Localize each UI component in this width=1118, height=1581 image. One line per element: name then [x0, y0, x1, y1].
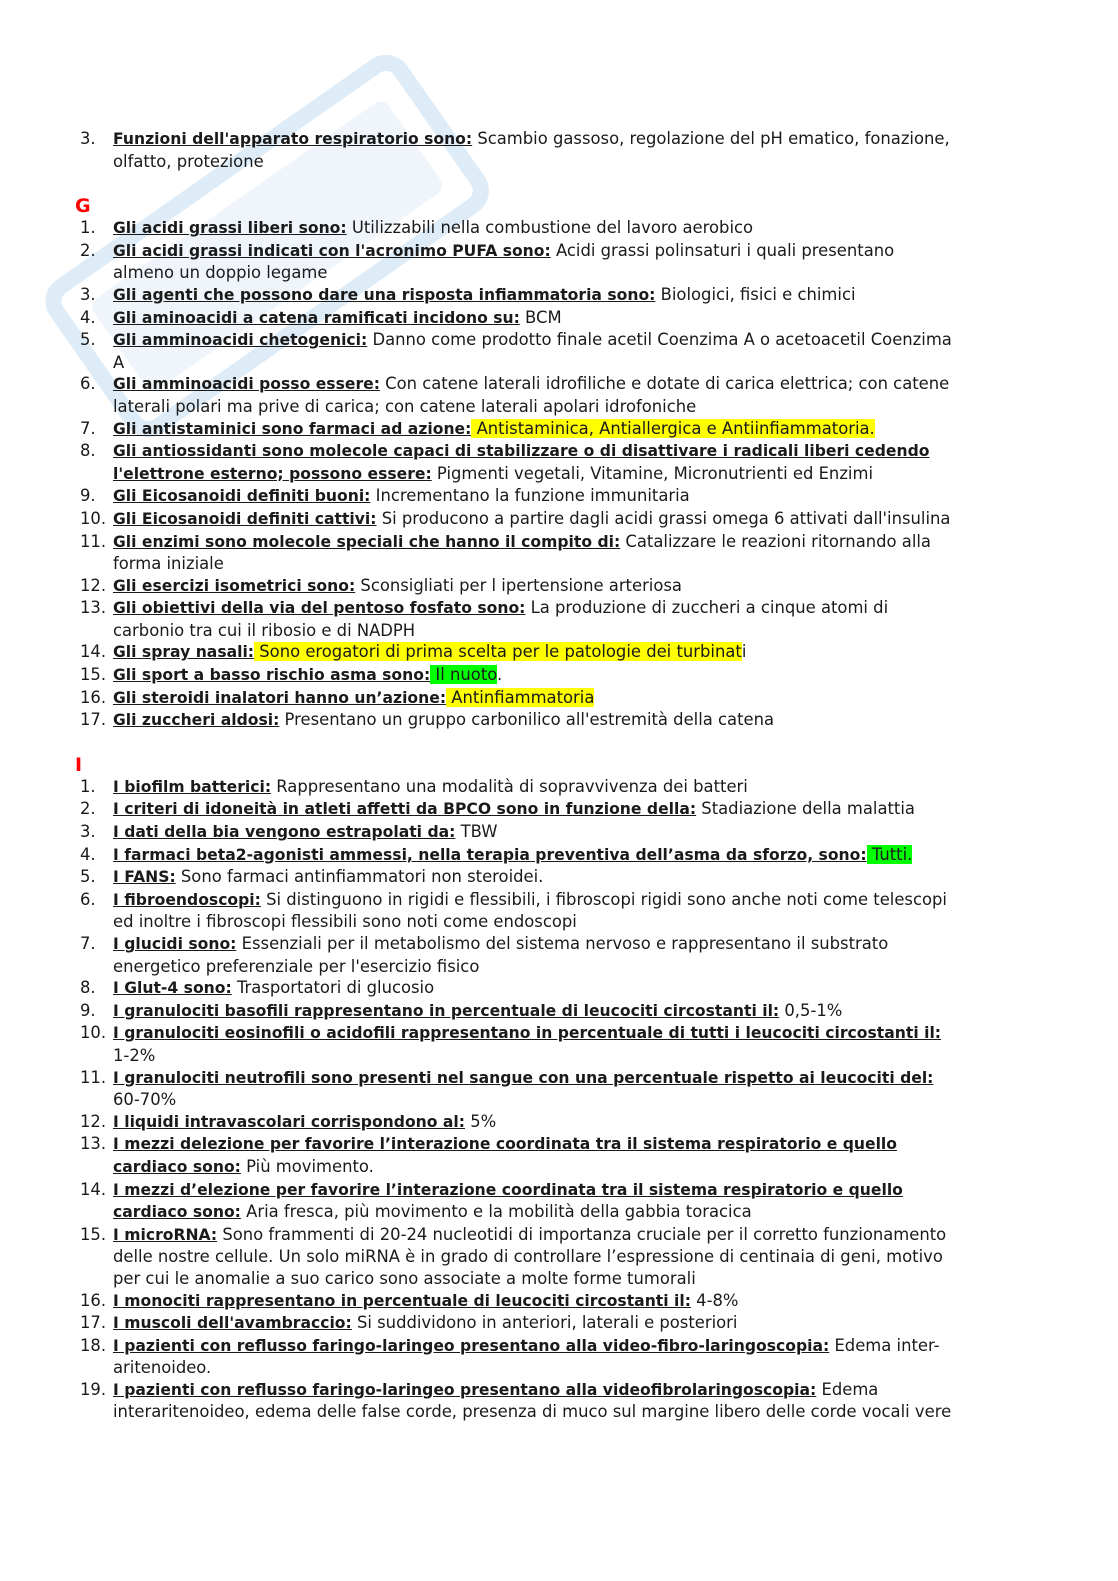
list-number: 13.: [80, 598, 107, 618]
question: I microRNA:: [113, 1225, 218, 1244]
question: I biofilm batterici:: [113, 777, 272, 796]
question: I granulociti basofili rappresentano in percentuale di leucociti circostanti il:: [113, 1001, 780, 1020]
list-number: 2.: [80, 799, 96, 819]
list-item: [0, 373, 953, 417]
answer: Catalizzare le reazioni ritornando alla forma iniziale: [113, 531, 931, 574]
answer: 5%: [465, 1111, 497, 1131]
answer: Edema inter-aritenoideo.: [113, 1335, 940, 1378]
list-item: [0, 240, 953, 284]
list-number: 14.: [80, 642, 107, 662]
list-item: [0, 1290, 953, 1313]
list-number: 17.: [80, 1313, 107, 1333]
answer: Scambio gassoso, regolazione del pH ematico, fonazione, olfatto, protezione: [113, 129, 950, 171]
question: Gli zuccheri aldosi:: [113, 711, 280, 730]
list-item: [0, 418, 953, 441]
question: Gli esercizi isometrici sono:: [113, 576, 356, 595]
section-heading-i: I: [75, 753, 83, 776]
list-item: [0, 844, 953, 867]
list-number: 10.: [80, 508, 107, 528]
answer: Utilizzabili nella combustione del lavoro aerobico: [346, 218, 754, 238]
list-number: 8.: [80, 978, 96, 998]
question: I dati della bia vengono estrapolati da:: [113, 823, 456, 842]
question: Gli antiossidanti sono molecole capaci di stabilizzare o di disattivare i radicali liberi cedendo l'elettrone esterno; possono essere:: [113, 442, 930, 483]
list-item: [0, 933, 953, 977]
answer-tail: .: [496, 665, 503, 685]
list-number: 13.: [80, 1134, 107, 1154]
question: I Glut-4 sono:: [113, 979, 232, 998]
list-number: 5.: [80, 867, 96, 887]
answer-highlighted: Tutti.: [866, 844, 913, 864]
list-number: 15.: [80, 1224, 107, 1244]
list-item: [0, 821, 953, 844]
section-g-list: [0, 217, 1118, 732]
list-number: 2.: [80, 240, 96, 260]
answer: Sono frammenti di 20-24 nucleotidi di importanza cruciale per il corretto funzionamento delle nostre cellule. Un solo miRNA è in grado di controllare l’espressione di centinaia di geni, motivo per cui le anomalie a suo carico sono associate a molte forme tumorali: [113, 1224, 947, 1288]
list-item: [0, 798, 953, 821]
list-item: [0, 776, 953, 799]
list-number: 10.: [80, 1023, 107, 1043]
answer: Danno come prodotto finale acetil Coenzima A o acetoacetil Coenzima A: [113, 330, 952, 372]
list-item: [0, 709, 953, 732]
list-item: [0, 1312, 953, 1335]
list-number: 1.: [80, 776, 96, 796]
question: Gli Eicosanoidi definiti buoni:: [113, 487, 371, 506]
list-item: [0, 531, 953, 575]
list-number: 3.: [80, 822, 96, 842]
answer: Sconsigliati per l ipertensione arteriosa: [355, 575, 682, 595]
list-item: [0, 597, 953, 641]
answer-tail: i: [741, 642, 747, 662]
question: I granulociti neutrofili sono presenti nel sangue con una percentuale rispetto ai leucociti del:: [113, 1068, 934, 1087]
list-item: [0, 664, 953, 687]
question: I FANS:: [113, 868, 176, 887]
question: Gli Eicosanoidi definiti cattivi:: [113, 509, 377, 528]
question: Gli acidi grassi indicati con l'acronimo PUFA sono:: [113, 241, 551, 260]
question: Gli agenti che possono dare una risposta infiammatoria sono:: [113, 285, 656, 304]
list-item: [0, 1022, 953, 1066]
question: Gli antistaminici sono farmaci ad azione:: [113, 419, 472, 438]
answer: Incrementano la funzione immunitaria: [370, 486, 690, 506]
list-item: [0, 977, 953, 1000]
list-number: 19.: [80, 1379, 107, 1399]
answer: Rappresentano una modalità di sopravvivenza dei batteri: [271, 776, 748, 796]
question: I muscoli dell'avambraccio:: [113, 1314, 352, 1333]
question: Gli aminoacidi a catena ramificati incidono su:: [113, 308, 520, 327]
answer: Essenziali per il metabolismo del sistema nervoso e rappresentano il substrato energetico preferenziale per l'esercizio fisico: [113, 934, 889, 976]
list-number: 18.: [80, 1335, 107, 1355]
list-number: 6.: [80, 374, 96, 394]
list-number: 7.: [80, 418, 96, 438]
list-item: [0, 284, 953, 307]
list-number: 17.: [80, 710, 107, 730]
answer: 60-70%: [113, 1090, 177, 1110]
list-number: 11.: [80, 531, 107, 551]
list-item: [0, 485, 953, 508]
list-number: 16.: [80, 687, 107, 707]
question: Gli acidi grassi liberi sono:: [113, 219, 347, 238]
list-number: 1.: [80, 218, 96, 238]
question: I criteri di idoneità in atleti affetti da BPCO sono in funzione della:: [113, 800, 697, 819]
list-number: 5.: [80, 330, 96, 350]
question: Gli enzimi sono molecole speciali che hanno il compito di:: [113, 532, 621, 551]
answer: Edema interaritenoideo, edema delle false corde, presenza di muco sul margine libero delle corde vocali vere: [113, 1379, 952, 1422]
list-number: 14.: [80, 1179, 107, 1199]
answer-highlighted: Sono erogatori di prima scelta per le patologie dei turbinat: [254, 642, 742, 662]
question: Gli steroidi inalatori hanno un’azione:: [113, 688, 447, 707]
intro-item: [0, 128, 953, 172]
list-number: 9.: [80, 486, 96, 506]
list-item: [0, 687, 953, 710]
question: I glucidi sono:: [113, 935, 237, 953]
answer: Pigmenti vegetali, Vitamine, Micronutrienti ed Enzimi: [431, 463, 873, 483]
answer: Più movimento.: [240, 1156, 374, 1176]
question: I pazienti con reflusso faringo-laringeo presentano alla video-fibro-laringoscopia:: [113, 1336, 830, 1355]
answer: Stadiazione della malattia: [696, 799, 915, 819]
answer: 4-8%: [690, 1290, 739, 1310]
answer: Acidi grassi polinsaturi i quali presentano almeno un doppio legame: [113, 240, 895, 283]
answer: 0,5-1%: [779, 1000, 843, 1020]
question: I pazienti con reflusso faringo-laringeo presentano alla videofibrolaringoscopia:: [113, 1380, 817, 1399]
question: I monociti rappresentano in percentuale di leucociti circostanti il:: [113, 1291, 691, 1310]
list-number: 15.: [80, 665, 107, 685]
question: Gli spray nasali:: [113, 643, 255, 662]
list-item: [0, 889, 953, 933]
list-item: [0, 217, 953, 240]
list-number: 9.: [80, 1000, 96, 1020]
answer: Sono farmaci antinfiammatori non steroidei.: [175, 867, 544, 887]
section-i-list: [0, 776, 1118, 1423]
question: Gli sport a basso rischio asma sono:: [113, 666, 431, 685]
question: I fibroendoscopi:: [113, 890, 261, 909]
question: Gli amminoacidi posso essere:: [113, 375, 380, 394]
list-item: [0, 1224, 953, 1290]
list-item: [0, 329, 953, 373]
list-item: [0, 1379, 953, 1423]
list-number: 3.: [80, 284, 96, 304]
list-number: 8.: [80, 441, 96, 461]
answer: Con catene laterali idrofiliche e dotate di carica elettrica; con catene laterali polari ma prive di carica; con catene laterali apolari idrofoniche: [113, 374, 950, 416]
list-item: [0, 575, 953, 598]
list-item: [0, 866, 953, 889]
section-heading-g: G: [75, 195, 91, 218]
answer: BCM: [519, 307, 562, 327]
list-item: [0, 641, 953, 664]
answer: Trasportatori di glucosio: [231, 978, 435, 998]
answer: Presentano un gruppo carbonilico all'estremità della catena: [279, 710, 775, 730]
question: I liquidi intravascolari corrispondono al:: [113, 1112, 466, 1131]
question: I mezzi delezione per favorire l’interazione coordinata tra il sistema respiratorio e quello cardiaco sono:: [113, 1135, 897, 1176]
question: I farmaci beta2-agonisti ammessi, nella terapia preventiva dell’asma da sforzo, sono:: [113, 845, 867, 864]
answer-highlighted: Antinfiammatoria: [446, 687, 595, 707]
question: Funzioni dell'apparato respiratorio sono:: [113, 130, 473, 148]
list-item: [0, 1000, 953, 1023]
list-item: [0, 307, 953, 330]
document-body: [0, 128, 1118, 1423]
answer: Si distinguono in rigidi e flessibili, i fibroscopi rigidi sono anche noti come telescopi ed inoltre i fibroscopi flessibili sono noti come endoscopi: [113, 889, 947, 932]
list-item: [0, 1179, 953, 1224]
answer: Biologici, fisici e chimici: [655, 284, 856, 304]
list-number: 16.: [80, 1290, 107, 1310]
question: Gli amminoacidi chetogenici:: [113, 331, 368, 350]
list-item: [0, 440, 953, 485]
answer-highlighted: Antistaminica, Antiallergica e Antiinfiammatoria.: [471, 418, 875, 438]
list-item: [0, 508, 953, 531]
answer: 1-2%: [113, 1045, 156, 1065]
answer: Si suddividono in anteriori, laterali e posteriori: [351, 1313, 738, 1333]
list-number: 11.: [80, 1067, 107, 1087]
question: Gli obiettivi della via del pentoso fosfato sono:: [113, 599, 526, 618]
list-number: 3.: [80, 129, 96, 148]
answer: Si producono a partire dagli acidi grassi omega 6 attivati dall'insulina: [376, 508, 951, 528]
answer: TBW: [455, 822, 498, 842]
list-number: 4.: [80, 844, 96, 864]
list-item: [0, 1111, 953, 1134]
answer-highlighted: Il nuoto: [430, 665, 497, 685]
list-item: [0, 1133, 953, 1178]
answer: Aria fresca, più movimento e la mobilità della gabbia toracica: [240, 1202, 752, 1222]
list-number: 7.: [80, 934, 96, 953]
question: I mezzi d’elezione per favorire l’interazione coordinata tra il sistema respiratorio e quello cardiaco sono:: [113, 1180, 903, 1222]
list-number: 12.: [80, 1111, 107, 1131]
answer: La produzione di zuccheri a cinque atomi di carbonio tra cui il ribosio e di NADPH: [113, 598, 889, 640]
list-number: 6.: [80, 889, 96, 909]
list-number: 12.: [80, 575, 107, 595]
list-item: [0, 1335, 953, 1379]
question: I granulociti eosinofili o acidofili rappresentano in percentuale di tutti i leucociti circostanti il:: [113, 1024, 942, 1043]
list-item: [0, 1067, 953, 1111]
list-number: 4.: [80, 307, 96, 327]
